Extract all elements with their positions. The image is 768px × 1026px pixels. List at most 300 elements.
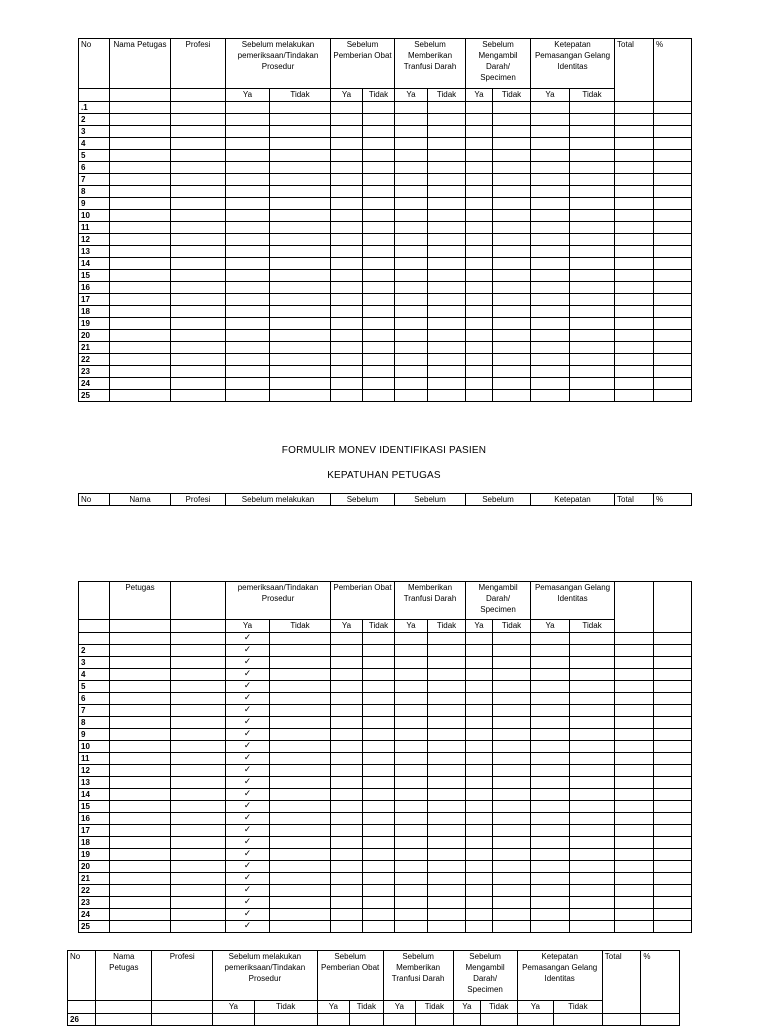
- empty-cell: [110, 306, 171, 318]
- empty-cell: [363, 873, 395, 885]
- empty-cell: [428, 645, 466, 657]
- empty-cell: [428, 801, 466, 813]
- header-tidak: Tidak: [570, 620, 615, 633]
- empty-cell: [110, 741, 171, 753]
- empty-cell: [654, 330, 692, 342]
- empty-cell: [615, 633, 654, 645]
- table-row: [79, 633, 692, 645]
- empty-cell: [363, 282, 395, 294]
- empty-cell: [654, 282, 692, 294]
- empty-cell: [654, 825, 692, 837]
- empty-cell: [331, 282, 363, 294]
- empty-cell: [428, 633, 466, 645]
- empty-cell: [615, 162, 654, 174]
- empty-cell: [654, 306, 692, 318]
- empty-cell: [110, 789, 171, 801]
- row-number: 18: [79, 837, 110, 849]
- empty-cell: [531, 294, 570, 306]
- empty-cell: [493, 645, 531, 657]
- empty-cell: [493, 318, 531, 330]
- header-blank: [171, 620, 226, 633]
- header-tranfusi: Sebelum Memberikan Tranfusi Darah: [395, 39, 466, 89]
- empty-cell: [171, 342, 226, 354]
- table-row: [79, 270, 692, 282]
- empty-cell: [466, 318, 493, 330]
- table-row: [79, 801, 692, 813]
- empty-cell: [171, 246, 226, 258]
- row-number: 15: [79, 801, 110, 813]
- row-number: 3: [79, 126, 110, 138]
- empty-cell: [331, 729, 363, 741]
- empty-cell: [615, 114, 654, 126]
- empty-cell: [363, 378, 395, 390]
- empty-cell: [331, 765, 363, 777]
- header-tidak: Tidak: [350, 1001, 383, 1014]
- table-row: [79, 753, 692, 765]
- compliance-table-2-header: [78, 493, 692, 506]
- empty-cell: [110, 162, 171, 174]
- header-obat: Pemberian Obat: [331, 582, 395, 620]
- empty-cell: [654, 873, 692, 885]
- empty-cell: [466, 234, 493, 246]
- empty-cell: [363, 210, 395, 222]
- empty-cell: [363, 693, 395, 705]
- empty-cell: [331, 138, 363, 150]
- header-ya: Ya: [331, 620, 363, 633]
- empty-cell: [270, 234, 331, 246]
- empty-cell: [226, 246, 270, 258]
- empty-cell: [428, 765, 466, 777]
- empty-cell: [110, 825, 171, 837]
- empty-cell: [493, 861, 531, 873]
- table-row: [79, 174, 692, 186]
- empty-cell: [615, 897, 654, 909]
- empty-cell: [493, 366, 531, 378]
- table-row: [79, 354, 692, 366]
- empty-cell: [493, 186, 531, 198]
- empty-cell: [395, 138, 428, 150]
- empty-cell: [570, 777, 615, 789]
- empty-cell: [363, 126, 395, 138]
- empty-cell: [110, 210, 171, 222]
- empty-cell: [331, 681, 363, 693]
- header-tidak: Tidak: [554, 1001, 603, 1014]
- empty-cell: [110, 126, 171, 138]
- empty-cell: [531, 282, 570, 294]
- empty-cell: [570, 825, 615, 837]
- empty-cell: [493, 813, 531, 825]
- empty-cell: [331, 657, 363, 669]
- row-number: 5: [79, 150, 110, 162]
- empty-cell: [428, 921, 466, 933]
- header-nama: Nama: [110, 494, 171, 506]
- empty-cell: [395, 729, 428, 741]
- empty-cell: [270, 282, 331, 294]
- empty-cell: [654, 765, 692, 777]
- table-row: [79, 777, 692, 789]
- header-nama-petugas: Nama Petugas: [96, 951, 152, 1001]
- empty-cell: [110, 873, 171, 885]
- empty-cell: [654, 174, 692, 186]
- empty-cell: [171, 150, 226, 162]
- header-tidak: Tidak: [428, 89, 466, 102]
- empty-cell: [570, 693, 615, 705]
- empty-cell: [110, 390, 171, 402]
- header-ya: Ya: [531, 620, 570, 633]
- empty-cell: [493, 849, 531, 861]
- empty-cell: [363, 354, 395, 366]
- empty-cell: [395, 813, 428, 825]
- empty-cell: [363, 294, 395, 306]
- check-mark-icon: ✓: [226, 897, 270, 909]
- check-mark-icon: ✓: [226, 921, 270, 933]
- table-row: [79, 330, 692, 342]
- table-row: [79, 258, 692, 270]
- empty-cell: [110, 813, 171, 825]
- empty-cell: [171, 729, 226, 741]
- table-row: [79, 885, 692, 897]
- row-number: 15: [79, 270, 110, 282]
- empty-cell: [654, 693, 692, 705]
- empty-cell: [570, 186, 615, 198]
- empty-cell: [270, 813, 331, 825]
- check-mark-icon: ✓: [226, 729, 270, 741]
- empty-cell: [171, 717, 226, 729]
- empty-cell: [493, 921, 531, 933]
- row-number: [79, 633, 110, 645]
- empty-cell: [570, 729, 615, 741]
- empty-cell: [428, 390, 466, 402]
- empty-cell: [531, 198, 570, 210]
- empty-cell: [615, 102, 654, 114]
- empty-cell: [570, 174, 615, 186]
- empty-cell: [654, 378, 692, 390]
- empty-cell: [654, 270, 692, 282]
- header-blank: [96, 1001, 152, 1014]
- empty-cell: [615, 318, 654, 330]
- row-number: 5: [79, 681, 110, 693]
- empty-cell: [226, 150, 270, 162]
- empty-cell: [493, 306, 531, 318]
- header-ya: Ya: [466, 620, 493, 633]
- empty-cell: [493, 390, 531, 402]
- empty-cell: [531, 378, 570, 390]
- empty-cell: [615, 705, 654, 717]
- empty-cell: [331, 753, 363, 765]
- header-specimen: Mengambil Darah/ Specimen: [466, 582, 531, 620]
- empty-cell: [466, 669, 493, 681]
- empty-cell: [654, 198, 692, 210]
- header-obat: Sebelum: [331, 494, 395, 506]
- empty-cell: [531, 210, 570, 222]
- empty-cell: [615, 885, 654, 897]
- empty-cell: [395, 873, 428, 885]
- empty-cell: [570, 645, 615, 657]
- empty-cell: [395, 885, 428, 897]
- empty-cell: [570, 909, 615, 921]
- empty-cell: [110, 246, 171, 258]
- empty-cell: [331, 234, 363, 246]
- empty-cell: [110, 693, 171, 705]
- empty-cell: [331, 102, 363, 114]
- empty-cell: [226, 306, 270, 318]
- table-row: [79, 705, 692, 717]
- empty-cell: [363, 318, 395, 330]
- compliance-table-1: [78, 38, 692, 402]
- empty-cell: [615, 378, 654, 390]
- empty-cell: [570, 873, 615, 885]
- empty-cell: [270, 342, 331, 354]
- header-percent: %: [641, 951, 680, 1014]
- empty-cell: [531, 390, 570, 402]
- empty-cell: [270, 885, 331, 897]
- empty-cell: [110, 378, 171, 390]
- empty-cell: [466, 705, 493, 717]
- empty-cell: [363, 705, 395, 717]
- row-number: 9: [79, 729, 110, 741]
- empty-cell: [615, 657, 654, 669]
- empty-cell: [493, 330, 531, 342]
- empty-cell: [531, 909, 570, 921]
- empty-cell: [654, 897, 692, 909]
- empty-cell: [531, 126, 570, 138]
- header-tidak: Tidak: [270, 89, 331, 102]
- empty-cell: [428, 234, 466, 246]
- header-profesi: Profesi: [171, 39, 226, 89]
- check-mark-icon: ✓: [226, 861, 270, 873]
- empty-cell: [331, 885, 363, 897]
- empty-cell: [226, 126, 270, 138]
- empty-cell: [466, 765, 493, 777]
- header-gelang: Pemasangan Gelang Identitas: [531, 582, 615, 620]
- empty-cell: [570, 330, 615, 342]
- empty-cell: [395, 258, 428, 270]
- empty-cell: [363, 138, 395, 150]
- empty-cell: [171, 669, 226, 681]
- empty-cell: [270, 873, 331, 885]
- empty-cell: [395, 789, 428, 801]
- empty-cell: [428, 222, 466, 234]
- table-row: [79, 186, 692, 198]
- row-number: 20: [79, 861, 110, 873]
- empty-cell: [363, 861, 395, 873]
- empty-cell: [270, 633, 331, 645]
- empty-cell: [531, 681, 570, 693]
- row-number: 4: [79, 138, 110, 150]
- row-number: 12: [79, 765, 110, 777]
- empty-cell: [466, 102, 493, 114]
- empty-cell: [531, 729, 570, 741]
- header-ya: Ya: [317, 1001, 349, 1014]
- table-row: [79, 138, 692, 150]
- table-row: [79, 681, 692, 693]
- empty-cell: [363, 801, 395, 813]
- empty-cell: [493, 150, 531, 162]
- empty-cell: [466, 681, 493, 693]
- empty-cell: [428, 777, 466, 789]
- empty-cell: [331, 222, 363, 234]
- empty-cell: [270, 669, 331, 681]
- empty-cell: [493, 909, 531, 921]
- empty-cell: [466, 246, 493, 258]
- empty-cell: [466, 282, 493, 294]
- table-row: [79, 825, 692, 837]
- row-number: 10: [79, 741, 110, 753]
- empty-cell: [331, 825, 363, 837]
- empty-cell: [428, 330, 466, 342]
- empty-cell: [493, 162, 531, 174]
- empty-cell: [171, 705, 226, 717]
- header-specimen: Sebelum Mengambil Darah/ Specimen: [466, 39, 531, 89]
- empty-cell: [270, 741, 331, 753]
- empty-cell: [466, 126, 493, 138]
- empty-cell: [493, 741, 531, 753]
- empty-cell: [331, 789, 363, 801]
- empty-cell: [615, 681, 654, 693]
- check-mark-icon: ✓: [226, 849, 270, 861]
- empty-cell: [110, 330, 171, 342]
- check-mark-icon: ✓: [226, 837, 270, 849]
- check-mark-icon: ✓: [226, 669, 270, 681]
- empty-cell: [615, 246, 654, 258]
- empty-cell: [466, 174, 493, 186]
- empty-cell: [331, 342, 363, 354]
- empty-cell: [226, 330, 270, 342]
- empty-cell: [531, 633, 570, 645]
- check-mark-icon: ✓: [226, 705, 270, 717]
- empty-cell: [570, 258, 615, 270]
- empty-cell: [110, 102, 171, 114]
- empty-cell: [570, 669, 615, 681]
- row-number: 26: [68, 1014, 96, 1026]
- empty-cell: [466, 390, 493, 402]
- empty-cell: [395, 390, 428, 402]
- empty-cell: [654, 861, 692, 873]
- empty-cell: [570, 765, 615, 777]
- header-blank: [152, 1001, 213, 1014]
- empty-cell: [270, 258, 331, 270]
- empty-cell: [493, 789, 531, 801]
- empty-cell: [570, 102, 615, 114]
- empty-cell: [654, 753, 692, 765]
- empty-cell: [270, 753, 331, 765]
- empty-cell: [395, 705, 428, 717]
- empty-cell: [466, 138, 493, 150]
- empty-cell: [226, 198, 270, 210]
- empty-cell: [171, 258, 226, 270]
- table-row: [79, 222, 692, 234]
- row-number: 17: [79, 294, 110, 306]
- empty-cell: [270, 861, 331, 873]
- table-row: [79, 765, 692, 777]
- check-mark-icon: ✓: [226, 681, 270, 693]
- empty-cell: [428, 150, 466, 162]
- header-ya: Ya: [531, 89, 570, 102]
- empty-cell: [226, 162, 270, 174]
- empty-cell: [570, 717, 615, 729]
- table-row: [79, 246, 692, 258]
- empty-cell: [395, 693, 428, 705]
- empty-cell: [654, 645, 692, 657]
- empty-cell: [428, 813, 466, 825]
- empty-cell: [110, 765, 171, 777]
- header-prosedur: Sebelum melakukan pemeriksaan/Tindakan Prosedur: [226, 39, 331, 89]
- empty-cell: [570, 789, 615, 801]
- empty-cell: [110, 717, 171, 729]
- table-row: [79, 741, 692, 753]
- empty-cell: [171, 138, 226, 150]
- empty-cell: [270, 102, 331, 114]
- empty-cell: [395, 378, 428, 390]
- empty-cell: [531, 777, 570, 789]
- empty-cell: [615, 186, 654, 198]
- empty-cell: [570, 885, 615, 897]
- empty-cell: [428, 354, 466, 366]
- empty-cell: [531, 921, 570, 933]
- header-tidak: Tidak: [270, 620, 331, 633]
- table-row: [79, 897, 692, 909]
- empty-cell: [493, 246, 531, 258]
- empty-cell: [171, 765, 226, 777]
- table-row: [79, 126, 692, 138]
- empty-cell: [654, 294, 692, 306]
- empty-cell: [428, 909, 466, 921]
- empty-cell: [615, 366, 654, 378]
- empty-cell: [570, 657, 615, 669]
- empty-cell: [493, 669, 531, 681]
- empty-cell: [531, 318, 570, 330]
- empty-cell: [363, 789, 395, 801]
- empty-cell: [171, 777, 226, 789]
- empty-cell: [531, 873, 570, 885]
- header-blank: [110, 620, 171, 633]
- empty-cell: [270, 318, 331, 330]
- empty-cell: [428, 861, 466, 873]
- table-row: [79, 909, 692, 921]
- empty-cell: [654, 234, 692, 246]
- empty-cell: [493, 198, 531, 210]
- empty-cell: [466, 849, 493, 861]
- empty-cell: [570, 849, 615, 861]
- empty-cell: [110, 729, 171, 741]
- empty-cell: [466, 342, 493, 354]
- row-number: .1: [79, 102, 110, 114]
- empty-cell: [428, 825, 466, 837]
- header-total: Total: [615, 494, 654, 506]
- empty-cell: [531, 138, 570, 150]
- empty-cell: [110, 270, 171, 282]
- check-mark-icon: ✓: [226, 885, 270, 897]
- empty-cell: [493, 777, 531, 789]
- empty-cell: [428, 186, 466, 198]
- empty-cell: [270, 222, 331, 234]
- header-ya: Ya: [383, 1001, 415, 1014]
- empty-cell: [226, 342, 270, 354]
- empty-cell: [331, 366, 363, 378]
- empty-cell: [493, 885, 531, 897]
- empty-cell: [654, 258, 692, 270]
- empty-cell: [654, 342, 692, 354]
- empty-cell: [270, 729, 331, 741]
- empty-cell: [363, 186, 395, 198]
- table-row: [79, 813, 692, 825]
- empty-cell: [270, 366, 331, 378]
- empty-cell: [363, 342, 395, 354]
- empty-cell: [466, 210, 493, 222]
- empty-cell: [171, 378, 226, 390]
- empty-cell: [363, 717, 395, 729]
- empty-cell: [270, 162, 331, 174]
